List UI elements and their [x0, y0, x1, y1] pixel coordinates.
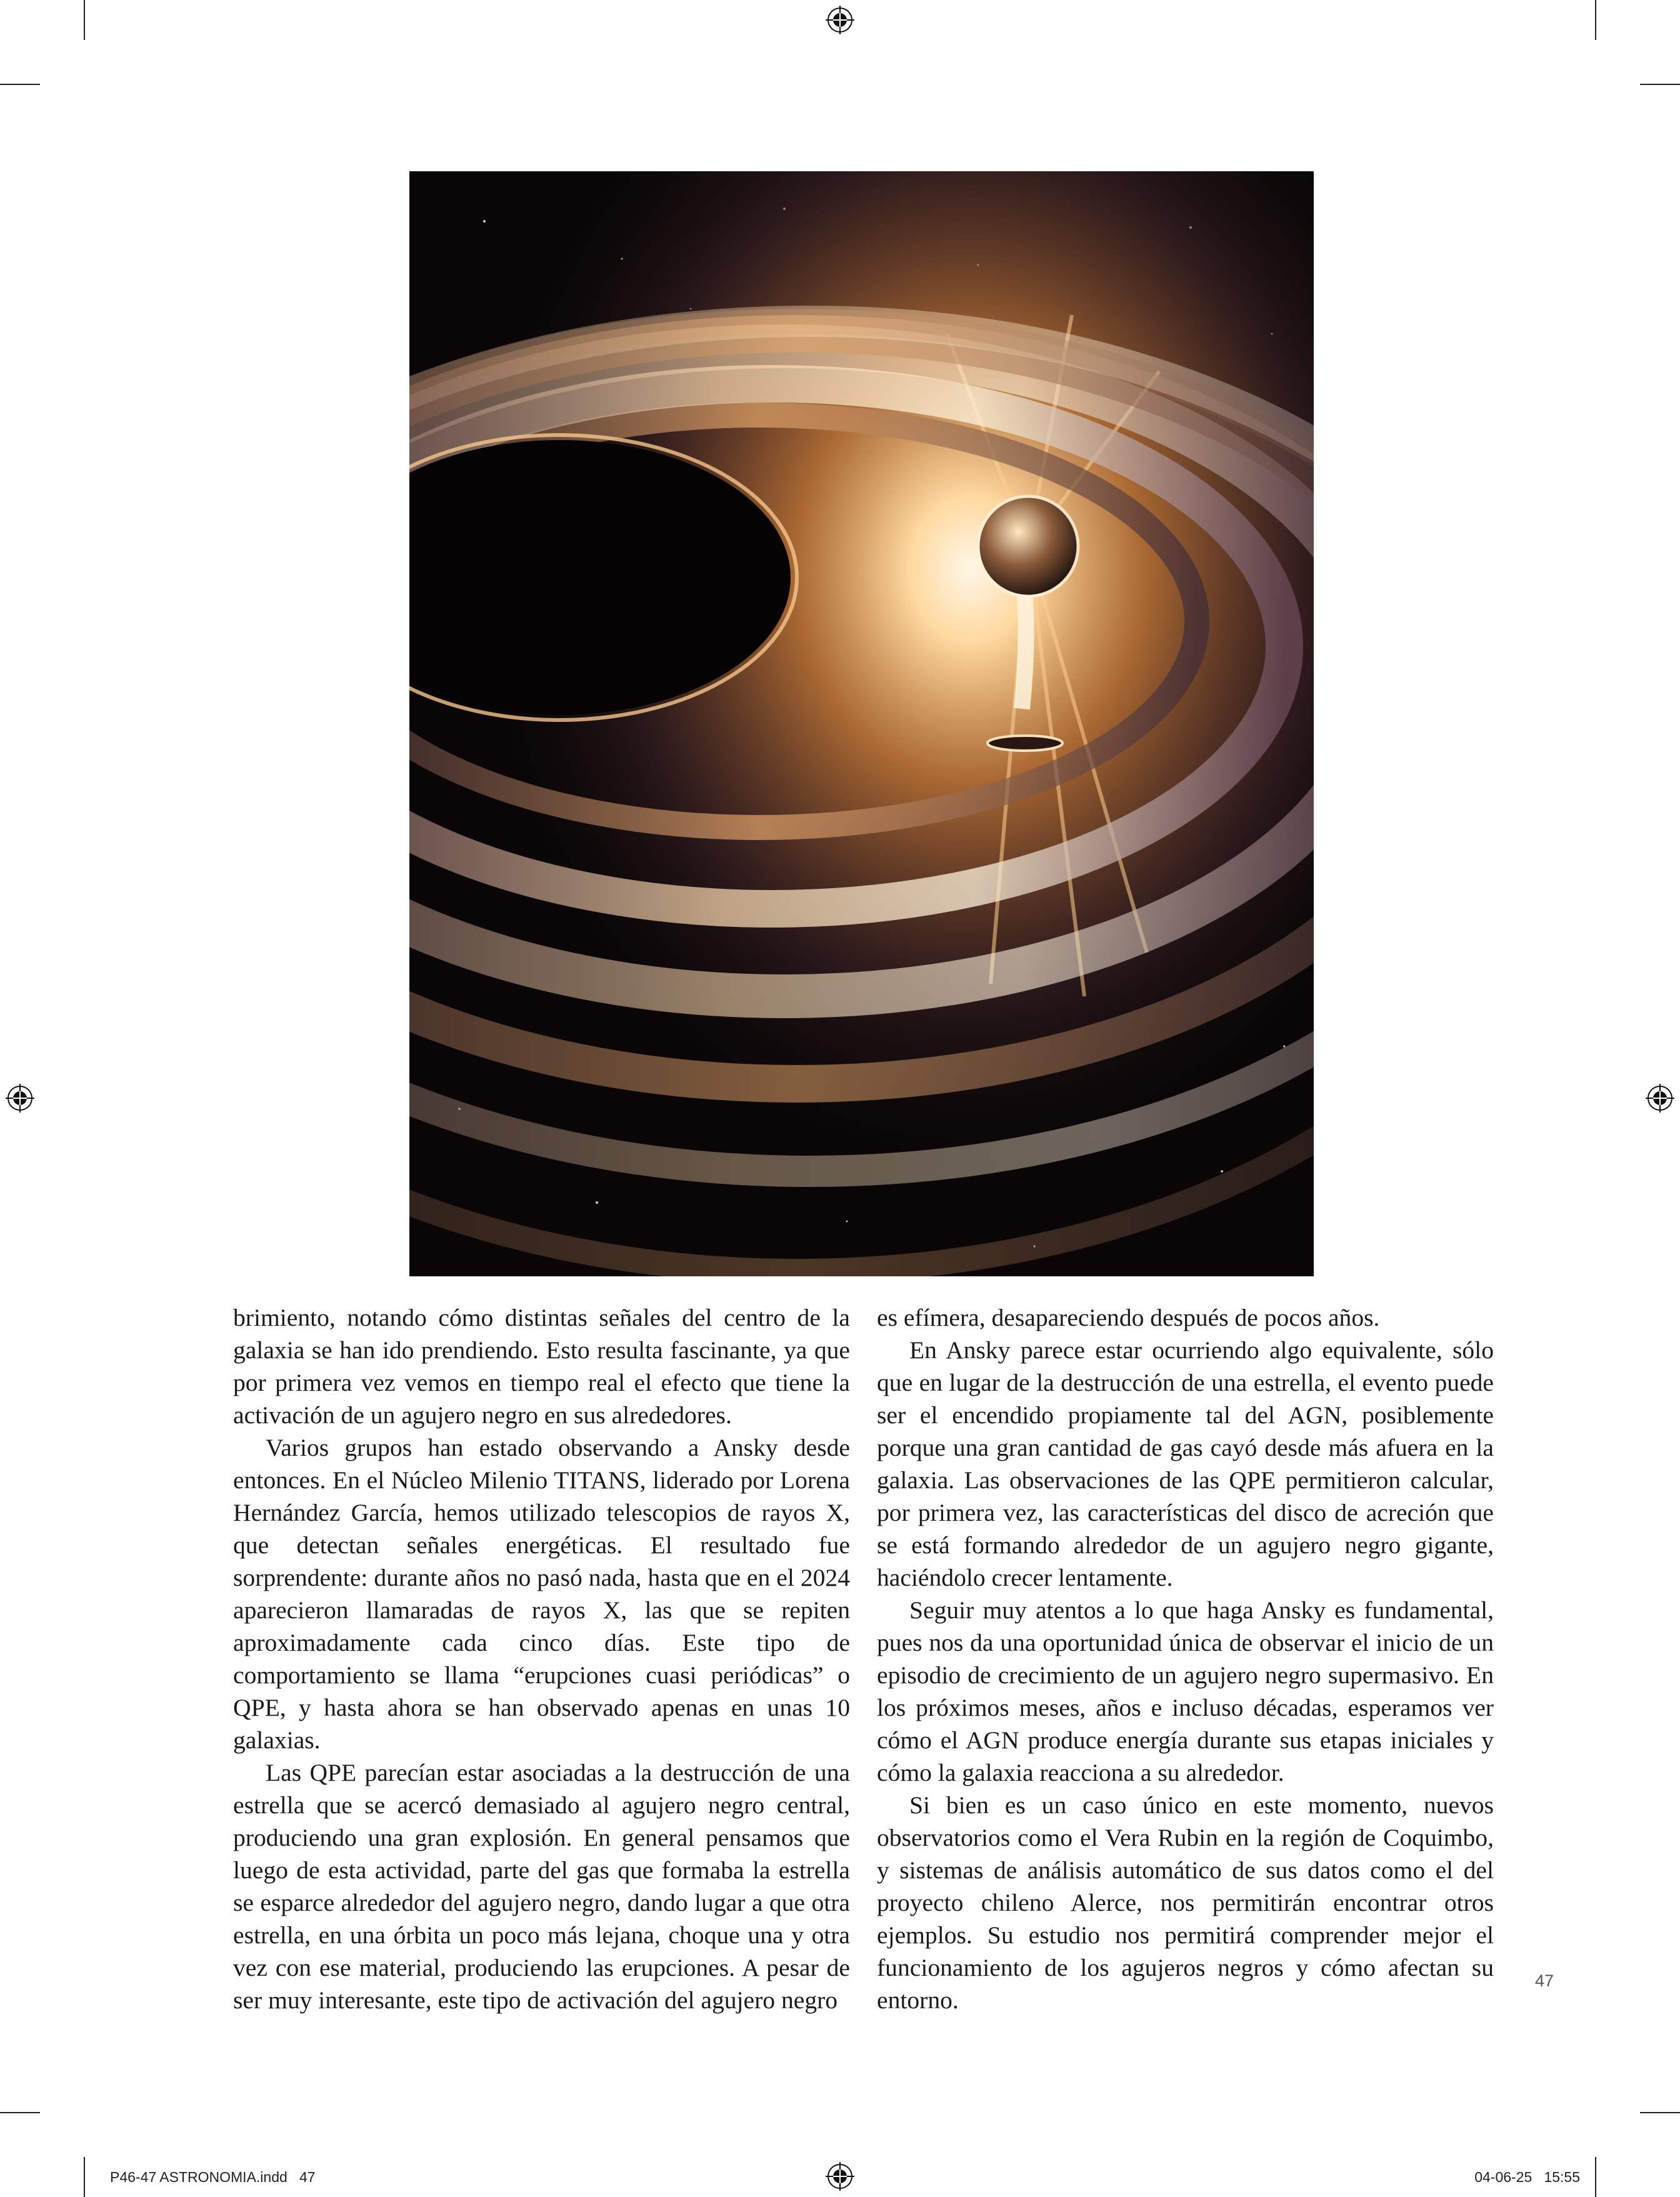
- registration-mark-icon: [1646, 1084, 1674, 1113]
- paragraph: es efímera, desapareciendo después de pocos años.: [877, 1304, 1380, 1331]
- article-right-column: [877, 1301, 1494, 2016]
- paragraph: En Ansky parece estar ocurriendo algo equivalente, sólo que en lugar de la destrucción de una estrella, el evento puede ser el encendido propiamente tal del AGN, posiblemente porque una gran cantidad de gas cayó desde más afuera en la galaxia. Las observaciones de las QPE permitieron calcular, por primera vez, las características del disco de acreción que se está formando alrededor de un agujero negro gigante, haciéndolo crecer lentamente.: [877, 1336, 1494, 1591]
- crop-mark: [0, 2112, 40, 2113]
- black-hole-illustration: [409, 171, 1314, 1276]
- crop-mark: [1640, 2112, 1680, 2113]
- crop-mark: [84, 0, 85, 40]
- slug-filename: P46-47 ASTRONOMIA.indd 47: [110, 2169, 316, 2185]
- paragraph: brimiento, notando cómo distintas señales del centro de la galaxia se han ido prendiendo. Esto resulta fascinante, ya que por primera vez vemos en tiempo real el efecto que tiene la activación de un agujero negro en sus alrededores.: [233, 1304, 850, 1429]
- paragraph: Las QPE parecían estar asociadas a la destrucción de una estrella que se acercó demasiado al agujero negro central, produciendo una gran explosión. En general pensamos que luego de esta actividad, parte del gas que formaba la estrella se esparce alrededor del agujero negro, dando lugar a que otra estrella, en una órbita un poco más lejana, choque una y otra vez con ese material, produciendo las erupciones. A pesar de ser muy interesante, este tipo de activación del agujero negro: [233, 1759, 850, 2014]
- black-hole-accretion-disk-icon: [409, 171, 1314, 1276]
- crop-mark: [84, 2157, 85, 2197]
- crop-mark: [1595, 2157, 1596, 2197]
- paragraph: Seguir muy atentos a lo que haga Ansky es fundamental, pues nos da una oportunidad única de observar el inicio de un episodio de crecimiento de un agujero negro supermasivo. En los próximos meses, años e incluso décadas, esperamos ver cómo el AGN produce energía durante sus etapas iniciales y cómo la galaxia reacciona a su alrededor.: [877, 1596, 1494, 1786]
- registration-mark-icon: [6, 1084, 34, 1113]
- crop-mark: [1595, 0, 1596, 40]
- page-number: 47: [1534, 1971, 1554, 1990]
- registration-mark-icon: [826, 6, 854, 34]
- crop-mark: [0, 84, 40, 85]
- article-left-column: [233, 1301, 850, 2016]
- crop-mark: [1640, 84, 1680, 85]
- paragraph: Varios grupos han estado observando a Ansky desde entonces. En el Núcleo Milenio TITANS, liderado por Lorena Hernández García, hemos utilizado telescopios de rayos X, que detectan señales energéticas. El resultado fue sorprendente: durante años no pasó nada, hasta que en el 2024 aparecieron llamaradas de rayos X, las que se repiten aproximadamente cada cinco días. Este tipo de comportamiento se llama “erupciones cuasi periódicas” o QPE, y hasta ahora se han observado apenas en unas 10 galaxias.: [233, 1434, 850, 1754]
- registration-mark-icon: [826, 2162, 854, 2191]
- slug-date: 04-06-25 15:55: [1474, 2169, 1580, 2185]
- paragraph: Si bien es un caso único en este momento, nuevos observatorios como el Vera Rubin en la región de Coquimbo, y sistemas de análisis automático de sus datos como el del proyecto chileno Alerce, nos permitirán encontrar otros ejemplos. Su estudio nos permitirá comprender mejor el funcionamiento de los agujeros negros y cómo afectan su entorno.: [877, 1791, 1494, 2014]
